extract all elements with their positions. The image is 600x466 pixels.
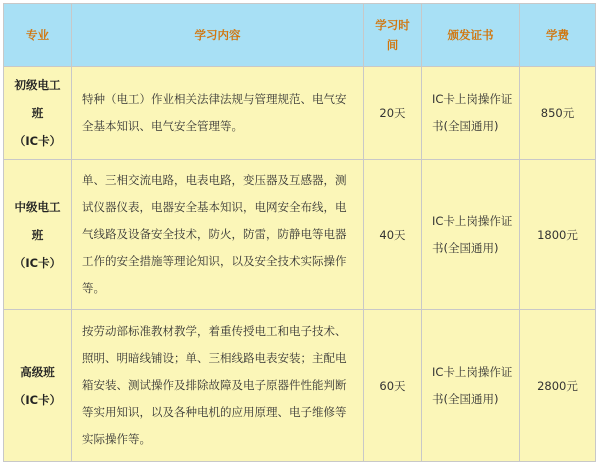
header-certificate: 颁发证书 [422, 4, 520, 67]
header-row [4, 4, 596, 67]
table-row [4, 67, 596, 160]
course-level-name: 高级班 [20, 364, 55, 379]
header-major: 专业 [4, 4, 72, 67]
header-fee: 学费 [520, 4, 596, 67]
course-level-cell [4, 310, 72, 462]
course-fee: 1800元 [520, 160, 596, 310]
header-duration: 学习时间 [364, 4, 422, 67]
course-level-cell [4, 160, 72, 310]
course-duration: 40天 [364, 160, 422, 310]
course-content: 单、三相交流电路，电表电路，变压器及互感器，测试仪器仪表，电器安全基本知识，电网安全布线，电气线路及设备安全技术，防火，防雷，防静电等电器工作的安全措施等理论知识，以及安全技术实际操作等。 [72, 160, 364, 310]
course-certificate: IC卡上岗操作证书(全国通用) [422, 310, 520, 462]
table-row [4, 160, 596, 310]
course-duration: 60天 [364, 310, 422, 462]
table-row [4, 310, 596, 462]
course-level-card: （IC卡） [13, 392, 62, 407]
course-level-name: 初级电工班 [14, 78, 61, 120]
header-content: 学习内容 [72, 4, 364, 67]
course-duration: 20天 [364, 67, 422, 160]
course-content: 特种（电工）作业相关法律法规与管理规范、电气安全基本知识、电气安全管理等。 [72, 67, 364, 160]
course-fee: 850元 [520, 67, 596, 160]
course-level-card: （IC卡） [13, 134, 62, 148]
course-level-cell [4, 67, 72, 160]
course-certificate: IC卡上岗操作证书(全国通用) [422, 67, 520, 160]
course-level-card: （IC卡） [13, 255, 62, 270]
course-content: 按劳动部标准教材教学，着重传授电工和电子技术、照明、明暗线铺设；单、三相线路电表安装；主配电箱安装、测试操作及排除故障及电子原器件性能判断等实用知识，以及各种电机的应用原理、电子维修等实际操作等。 [72, 310, 364, 462]
course-fee: 2800元 [520, 310, 596, 462]
course-certificate: IC卡上岗操作证书(全国通用) [422, 160, 520, 310]
course-level-name: 中级电工班 [14, 199, 61, 242]
course-table [3, 3, 596, 462]
